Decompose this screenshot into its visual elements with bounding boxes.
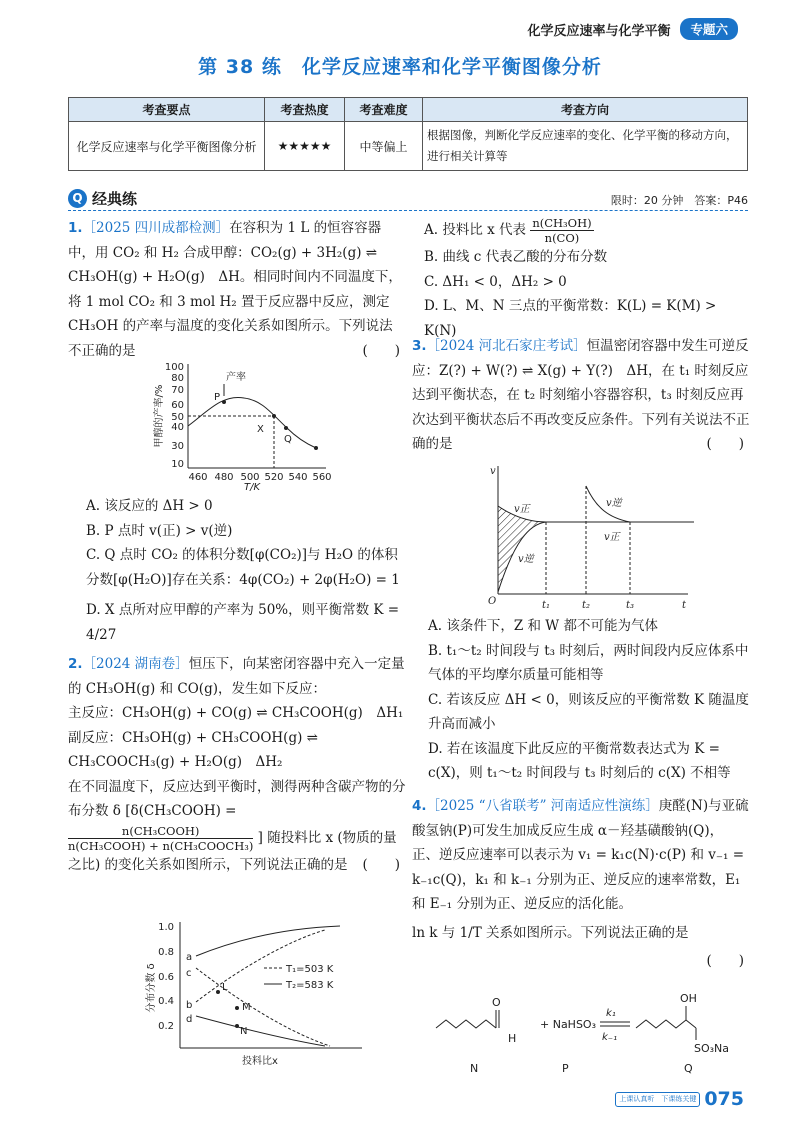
question-1 (68, 216, 406, 363)
reagent-label: + NaHSO₃ (540, 1018, 597, 1031)
table-cell: 化学反应速率与化学平衡图像分析 (69, 122, 265, 171)
question-stem: ] 随投料比 x (物质的量之比) 的变化关系如图所示，下列说法正确的是 (68, 829, 397, 873)
q3-chart (484, 462, 694, 612)
point-label-Q: Q (284, 434, 292, 445)
y-tick: 0.6 (158, 972, 174, 983)
x-tick: t₃ (626, 600, 635, 611)
section-label: 经典练 (92, 190, 138, 208)
table-header: 考查难度 (345, 98, 423, 122)
option-a[interactable]: A. 该条件下，Z 和 W 都不可能为气体 (428, 618, 658, 634)
rate-constant: k₁ (606, 1008, 616, 1019)
y-axis-label: 分布分数 δ (146, 963, 157, 1013)
page-footer (615, 1088, 744, 1110)
answer-paren: ( ) (706, 953, 744, 969)
x-tick: 480 (214, 472, 234, 483)
x-tick: 500 (240, 472, 260, 483)
table-header: 考查方向 (423, 98, 748, 122)
question-number: 2. (68, 656, 83, 672)
curve-label: v逆 (518, 554, 534, 565)
question-stem: 庚醛(N)与亚硫酸氢钠(P)可发生加成反应生成 α－羟基磺酸钠(Q)，正、逆反应速率可以表示为 v₁ = k₁c(N)·c(P) 和 v₋₁ = k₋₁c(Q)，k₁ 和 k₋₁ 分别为正、逆反应的速率常数，E₁ 和 E₋₁ 分别为正、逆反应的活化能。 (412, 798, 749, 912)
q2-chart (140, 918, 370, 1068)
curve-label: a (186, 952, 193, 963)
x-axis-label: T/K (243, 482, 261, 492)
question-number: 1. (68, 220, 83, 236)
main-reaction: 主反应：CH₃OH(g) + CO(g) ⇌ CH₃COOH(g) ΔH₁ (68, 705, 404, 721)
question-stem: 恒温密闭容器中发生可逆反应：Z(?) + W(?) ⇌ X(g) + Y(?) ΔH，在 t₁ 时刻反应达到平衡状态，在 t₂ 时刻缩小容器容积，t₃ 时刻反应再次达到平衡状态后不再改变反应条件。下列有关说法不正确的是 (412, 338, 750, 452)
y-tick: 50 (171, 412, 184, 423)
compound-label: Q (684, 1062, 693, 1075)
table-cell-stars: ★★★★★ (265, 122, 345, 171)
requirements-table (68, 97, 748, 171)
reaction-scheme (432, 990, 752, 1080)
y-tick: 70 (171, 385, 184, 396)
x-axis-label: t (682, 600, 687, 611)
section-meta: 限时：20 分钟 答案：P46 (610, 194, 748, 207)
option-d[interactable]: D. 若在该温度下此反应的平衡常数表达式为 K = c(X)，则 t₁～t₂ 时间段与 t₃ 时刻后的 c(X) 不相等 (428, 740, 731, 781)
header-topic: 化学反应速率与化学平衡 (527, 23, 671, 39)
q1-options (86, 494, 406, 647)
question-stem-2: ln k 与 1/T 关系如图所示。下列说法正确的是 (412, 924, 689, 941)
curve-label: v正 (514, 504, 530, 515)
x-tick: t₂ (582, 600, 591, 611)
option-d[interactable]: D. L、M、N 三点的平衡常数：K(L) = K(M) > K(N) (424, 298, 717, 339)
origin-label: O (488, 596, 497, 607)
compound-label: P (562, 1062, 569, 1075)
table-header: 考查要点 (69, 98, 265, 122)
q3-options (428, 614, 750, 786)
answer-paren: ( ) (362, 856, 400, 873)
question-tag: ［2024 河北石家庄考试］ (426, 338, 587, 354)
y-tick: 100 (164, 362, 184, 373)
q1-chart (152, 356, 332, 492)
option-b[interactable]: B. t₁～t₂ 时间段与 t₃ 时刻后，两时间段内反应体系中气体的平均摩尔质量可能相等 (428, 642, 749, 683)
page-title: 第 38 练 化学反应速率和化学平衡图像分析 (198, 56, 602, 78)
footer-slogan: 上课认真听 下课练关键 (615, 1092, 700, 1107)
option-c[interactable]: C. ΔH₁ < 0，ΔH₂ > 0 (424, 273, 567, 290)
table-cell: 中等偏上 (345, 122, 423, 171)
point-label-L: L (222, 982, 228, 993)
question-stem: 在不同温度下，反应达到平衡时，测得两种含碳产物的分布分数 δ [δ(CH₃COOH) = (68, 778, 406, 819)
option-c[interactable]: C. Q 点时 CO₂ 的体积分数[φ(CO₂)]与 H₂O 的体积分数[φ(H₂O)]存在关系：4φ(CO₂) + 2φ(H₂O) = 1 (86, 547, 400, 588)
point-label-M: M (242, 1002, 251, 1013)
y-tick: 40 (171, 422, 184, 433)
question-stem: 恒压下，向某密闭容器中充入一定量的 CH₃OH(g) 和 CO(g)，发生如下反应： (68, 656, 405, 697)
option-a[interactable]: A. 投料比 x 代表 $\frac{\text{n(CH₃OH)}}{n(CO)}$ (424, 216, 592, 245)
legend-entry: T₁=503 K (286, 964, 334, 975)
option-b[interactable]: B. 曲线 c 代表乙酸的分布分数 (424, 249, 608, 265)
section-bar (68, 187, 748, 211)
option-b[interactable]: B. P 点时 v(正) > v(逆) (86, 522, 233, 539)
atom-label: O (492, 996, 501, 1009)
compound-label: N (470, 1062, 479, 1075)
x-tick: 540 (288, 472, 308, 483)
atom-label: H (508, 1032, 517, 1045)
question-tag: ［2025 “八省联考” 河南适应性演练］ (426, 798, 659, 814)
curve-label: v正 (604, 532, 620, 543)
y-tick: 1.0 (158, 922, 174, 933)
question-stem: 在容积为 1 L 的恒容容器中，用 CO₂ 和 H₂ 合成甲醇：CO₂(g) + 3H₂(g) ⇌ CH₃OH(g) + H₂O(g) ΔH。相同时间内不同温度下，将 1 mol CO₂ 和 3 mol H₂ 置于反应器中反应，测定 CH₃OH 的产率与温度的变化关系如图所示。下列说法不正确的是 (68, 220, 402, 359)
table-header: 考查热度 (265, 98, 345, 122)
magnifier-icon: Q (68, 189, 87, 208)
atom-label: SO₃Na (694, 1042, 730, 1055)
y-axis-label: v (490, 466, 496, 477)
option-a[interactable]: A. 该反应的 ΔH > 0 (86, 498, 213, 514)
x-tick: 460 (188, 472, 208, 483)
page-number: 075 (704, 1088, 744, 1110)
curve-label: v逆 (606, 498, 622, 509)
y-axis-label: 甲醇的产率/% (154, 384, 165, 448)
point-label-N: N (240, 1026, 248, 1037)
y-tick: 10 (171, 459, 184, 470)
question-tag: ［2024 湖南卷］ (82, 656, 189, 672)
answer-paren: ( ) (706, 436, 744, 452)
option-c[interactable]: C. 若该反应 ΔH < 0，则该反应的平衡常数 K 随温度升高而减小 (428, 691, 749, 732)
curve-label: b (186, 1000, 193, 1011)
q2-options (424, 216, 750, 343)
point-label-X: X (257, 424, 264, 435)
question-3 (412, 334, 750, 457)
y-tick: 0.2 (158, 1021, 174, 1032)
x-tick: 560 (312, 472, 332, 483)
option-d[interactable]: D. X 点所对应甲醇的产率为 50%，则平衡常数 K = 4/27 (86, 602, 400, 643)
x-tick: t₁ (542, 600, 551, 611)
page-header (527, 18, 738, 40)
legend-entry: T₂=583 K (286, 980, 334, 991)
side-reaction: 副反应：CH₃OH(g) + CH₃COOH(g) ⇌ (68, 729, 318, 746)
x-tick: 520 (264, 472, 284, 483)
question-2 (68, 652, 406, 877)
table-cell: 根据图像，判断化学反应速率的变化、化学平衡的移动方向，进行相关计算等 (423, 122, 748, 171)
question-tag: ［2025 四川成都检测］ (82, 220, 230, 236)
curve-label: c (186, 968, 192, 979)
atom-label: OH (680, 992, 697, 1005)
y-tick: 30 (171, 441, 184, 452)
header-badge: 专题六 (680, 18, 738, 40)
question-number: 3. (412, 338, 427, 354)
rate-constant: k₋₁ (602, 1032, 618, 1043)
fraction: $\frac{\text{n(CH₃COOH)}}{\text{n(CH₃COOH) + n(CH₃COOCH₃)}}$ (68, 823, 254, 853)
point-label-P: P (214, 392, 221, 403)
curve-label: d (186, 1014, 193, 1025)
side-reaction-cont: CH₃COOCH₃(g) + H₂O(g) ΔH₂ (68, 754, 283, 770)
question-4 (412, 794, 750, 974)
x-axis-label: 投料比x (242, 1056, 278, 1067)
curve-label: 产率 (226, 372, 246, 383)
y-tick: 0.8 (158, 947, 174, 958)
y-tick: 0.4 (158, 996, 174, 1007)
answer-paren: ( ) (362, 342, 400, 359)
y-tick: 80 (171, 373, 184, 384)
y-tick: 60 (171, 400, 184, 411)
question-number: 4. (412, 798, 427, 814)
